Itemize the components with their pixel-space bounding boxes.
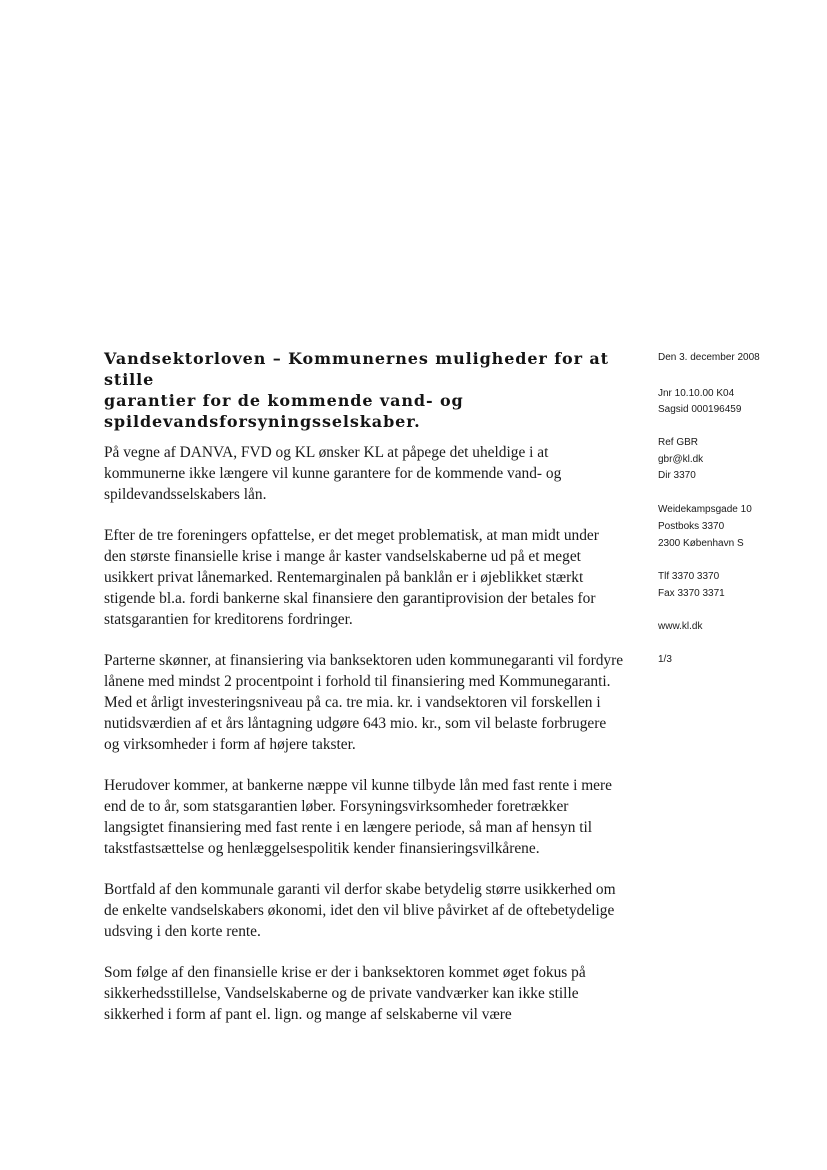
title-line: spildevandsforsyningsselskaber. (104, 412, 421, 431)
title-line: Vandsektorloven – Kommunernes muligheder for at stille (104, 349, 609, 389)
fax: Fax 3370 3371 (658, 588, 725, 599)
paragraph: Parterne skønner, at finansiering via banksektoren uden kommunegaranti vil fordyre lånene med mindst 2 procentpoint i forhold til finansiering med Kommunegaranti. Med et årligt investeringsniveau på ca. tre mia. kr. i vandsektoren vil forskellen i nutidsværdien af et års låntagning udgøre 643 mio. kr., som vil belaste forbrugere og virksomheder i form af højere takster. (104, 652, 624, 753)
direct-phone: Dir 3370 (658, 470, 696, 481)
title-line: garantier for de kommende vand- og (104, 391, 464, 410)
paragraph: Som følge af den finansielle krise er der i banksektoren kommet øget fokus på sikkerhedsstillelse, Vandselskaberne og de private vandværker kan ikke stille sikkerhed i form af pant el. lign. og mange af selskaberne vil være (104, 964, 586, 1023)
address-city: 2300 København S (658, 538, 744, 549)
paragraph: Bortfald af den kommunale garanti vil derfor skabe betydelig større usikkerhed om de enkelte vandselskabers økonomi, idet den vil blive påvirket af de oftebetydelige udsving i den korte rente. (104, 881, 616, 940)
page-number: 1/3 (658, 654, 672, 665)
paragraph: Herudover kommer, at bankerne næppe vil kunne tilbyde lån med fast rente i mere end de to år, som statsgarantien løber. Forsyningsvirksomheder foretrækker langsigtet finansiering med fast rente i en længere periode, så man af hensyn til takstfastsættelse og henlæggelsespolitik kender finansieringsvilkårene. (104, 777, 612, 857)
case-id: Sagsid 000196459 (658, 404, 742, 415)
letter-title (104, 348, 634, 432)
address-street: Weidekampsgade 10 (658, 504, 752, 515)
phone: Tlf 3370 3370 (658, 571, 720, 582)
email: gbr@kl.dk (658, 454, 704, 465)
paragraph: På vegne af DANVA, FVD og KL ønsker KL at påpege det uheldige i at kommunerne ikke længere vil kunne garantere for de kommende vand- og spildevandsselskabers lån. (104, 444, 562, 503)
journal-number: Jnr 10.10.00 K04 (658, 388, 735, 399)
reference: Ref GBR (658, 437, 699, 448)
address-postbox: Postboks 3370 (658, 521, 725, 532)
paragraph: Efter de tre foreningers opfattelse, er det meget problematisk, at man midt under den største finansielle krise i mange år kaster vandselskaberne ud på et meget usikkert privat lånemarked. Rentemarginalen på banklån er i øjeblikket stærkt stigende bl.a. fordi bankerne skal finansiere den garantiprovision der betales for statsgarantien for kreditorens fordringer. (104, 527, 599, 628)
letter-body (104, 442, 624, 1045)
date-line: Den 3. december 2008 (658, 352, 760, 363)
website: www.kl.dk (658, 621, 703, 632)
